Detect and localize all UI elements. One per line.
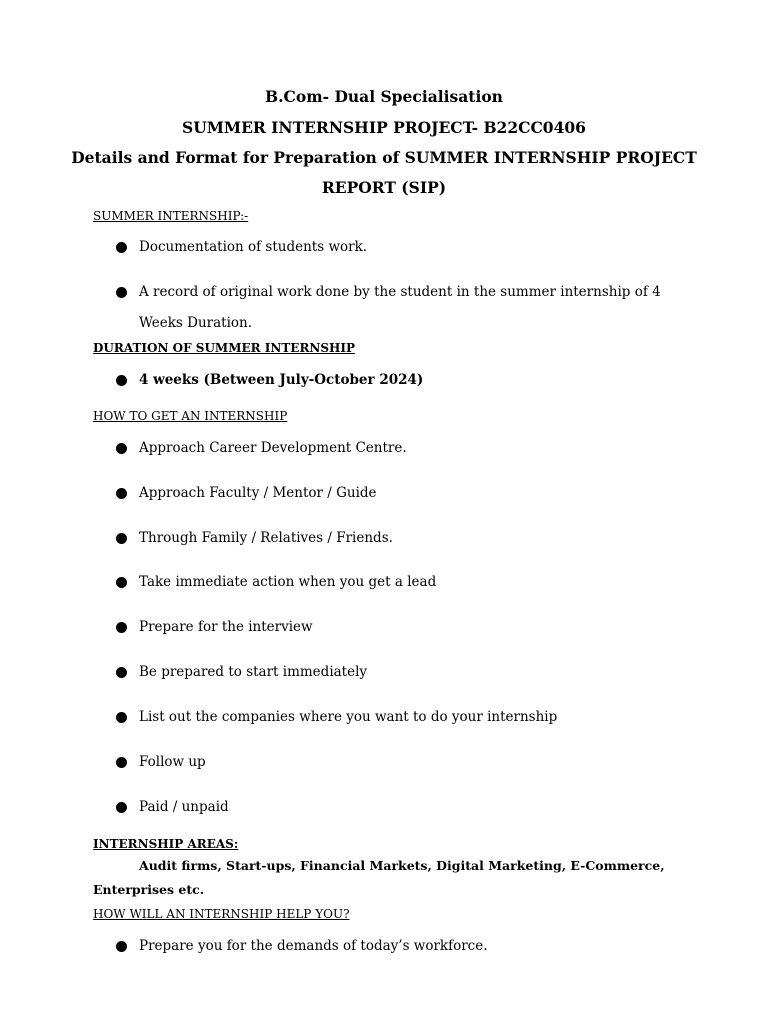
bullet-icon: [116, 941, 127, 952]
list-item-text: Through Family / Relatives / Friends.: [139, 530, 393, 546]
bullet-icon: [116, 577, 127, 588]
duration-heading: DURATION OF SUMMER INTERNSHIP: [93, 341, 356, 355]
project-code-title: SUMMER INTERNSHIP PROJECT- B22CC0406: [182, 118, 586, 137]
bullet-icon: [116, 667, 127, 678]
internship-areas-line-1: Audit firms, Start-ups, Financial Markets, Digital Marketing, E-Commerce,: [139, 858, 665, 873]
document-title-line-2: REPORT (SIP): [321, 178, 447, 197]
bullet-icon: [116, 622, 127, 633]
internship-areas-line-2: Enterprises etc.: [93, 882, 205, 897]
list-item-text: A record of original work done by the student in the summer internship of 4: [139, 284, 661, 300]
list-item-text: Take immediate action when you get a lead: [139, 574, 437, 590]
summer-internship-heading: SUMMER INTERNSHIP:-: [93, 209, 249, 223]
how-help-heading: HOW WILL AN INTERNSHIP HELP YOU?: [93, 907, 350, 921]
bullet-icon: [116, 443, 127, 454]
internship-areas-heading: INTERNSHIP AREAS:: [93, 837, 239, 851]
bullet-icon: [116, 533, 127, 544]
bullet-icon: [116, 488, 127, 499]
bullet-icon: [116, 757, 127, 768]
list-item-text: Paid / unpaid: [139, 799, 229, 815]
list-item-text: 4 weeks (Between July-October 2024): [139, 372, 424, 388]
list-item-text: Prepare for the interview: [139, 619, 313, 635]
how-to-get-heading: HOW TO GET AN INTERNSHIP: [93, 409, 288, 423]
list-item-text: Prepare you for the demands of today’s workforce.: [139, 938, 488, 954]
bullet-icon: [116, 375, 127, 386]
list-item-text: Approach Career Development Centre.: [139, 440, 407, 456]
document-title-line-1: Details and Format for Preparation of SUMMER INTERNSHIP PROJECT: [71, 148, 697, 167]
list-item-text: List out the companies where you want to do your internship: [139, 709, 558, 725]
list-item-text: Approach Faculty / Mentor / Guide: [139, 485, 377, 501]
bullet-icon: [116, 287, 127, 298]
bullet-icon: [116, 802, 127, 813]
bullet-icon: [116, 242, 127, 253]
list-item-continuation: Weeks Duration.: [139, 315, 253, 331]
list-item-text: Documentation of students work.: [139, 239, 368, 255]
bullet-icon: [116, 712, 127, 723]
list-item-text: Be prepared to start immediately: [139, 664, 368, 680]
program-title: B.Com- Dual Specialisation: [265, 87, 503, 106]
list-item-text: Follow up: [139, 754, 206, 770]
